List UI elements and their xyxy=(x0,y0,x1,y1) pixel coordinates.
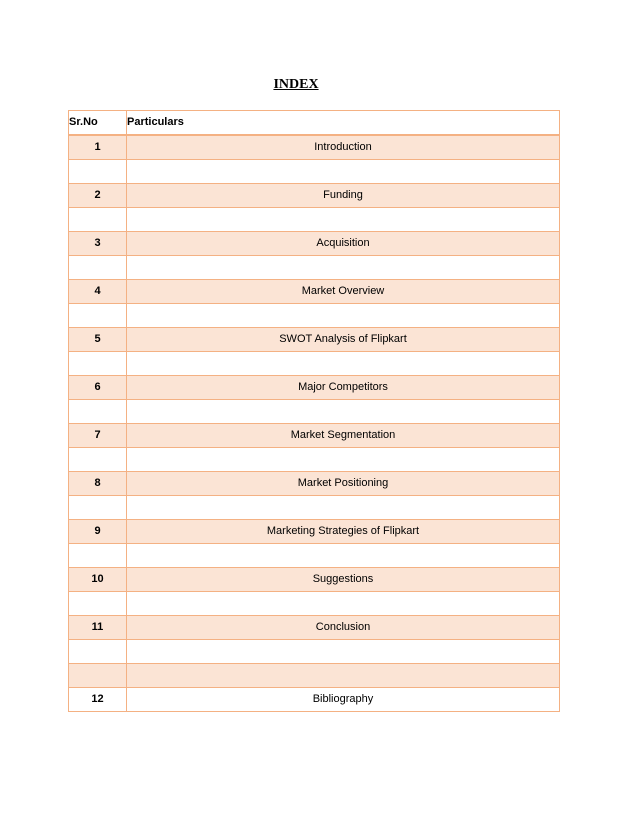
sr-no-cell: 2 xyxy=(69,184,127,208)
table-row xyxy=(69,135,560,160)
table-row xyxy=(69,472,560,496)
sr-no-cell: 9 xyxy=(69,520,127,544)
index-table xyxy=(68,110,560,712)
particulars-cell xyxy=(127,664,560,688)
table-row xyxy=(69,664,560,688)
table-row xyxy=(69,616,560,640)
table-row xyxy=(69,568,560,592)
sr-no-cell: 6 xyxy=(69,376,127,400)
table-row xyxy=(69,256,560,280)
table-row xyxy=(69,640,560,664)
table-row xyxy=(69,304,560,328)
particulars-cell xyxy=(127,640,560,664)
sr-no-cell: 8 xyxy=(69,472,127,496)
table-row xyxy=(69,280,560,304)
table-row xyxy=(69,544,560,568)
particulars-cell: Market Overview xyxy=(127,280,560,304)
sr-no-cell xyxy=(69,544,127,568)
particulars-cell xyxy=(127,400,560,424)
table-row xyxy=(69,400,560,424)
particulars-cell: Acquisition xyxy=(127,232,560,256)
particulars-cell: Suggestions xyxy=(127,568,560,592)
particulars-cell xyxy=(127,256,560,280)
particulars-cell: Conclusion xyxy=(127,616,560,640)
particulars-cell xyxy=(127,544,560,568)
particulars-cell: SWOT Analysis of Flipkart xyxy=(127,328,560,352)
table-row xyxy=(69,328,560,352)
particulars-cell xyxy=(127,304,560,328)
particulars-cell: Market Segmentation xyxy=(127,424,560,448)
table-row xyxy=(69,688,560,712)
sr-no-cell: 3 xyxy=(69,232,127,256)
sr-no-cell xyxy=(69,256,127,280)
sr-no-cell: 11 xyxy=(69,616,127,640)
table-body xyxy=(69,135,560,712)
table-row xyxy=(69,184,560,208)
particulars-cell: Marketing Strategies of Flipkart xyxy=(127,520,560,544)
particulars-cell xyxy=(127,160,560,184)
particulars-cell xyxy=(127,496,560,520)
sr-no-cell: 10 xyxy=(69,568,127,592)
particulars-cell xyxy=(127,448,560,472)
table-row xyxy=(69,592,560,616)
table-row xyxy=(69,448,560,472)
sr-no-cell xyxy=(69,400,127,424)
table-row xyxy=(69,520,560,544)
particulars-cell: Market Positioning xyxy=(127,472,560,496)
sr-no-cell xyxy=(69,592,127,616)
table-header-row xyxy=(69,111,560,136)
sr-no-cell: 4 xyxy=(69,280,127,304)
particulars-cell: Major Competitors xyxy=(127,376,560,400)
table-row xyxy=(69,424,560,448)
table-row xyxy=(69,232,560,256)
page-title: INDEX xyxy=(273,77,319,92)
particulars-cell: Funding xyxy=(127,184,560,208)
particulars-cell xyxy=(127,592,560,616)
sr-no-cell: 1 xyxy=(69,135,127,160)
sr-no-cell xyxy=(69,496,127,520)
sr-no-cell xyxy=(69,352,127,376)
sr-no-cell xyxy=(69,640,127,664)
sr-no-cell: 12 xyxy=(69,688,127,712)
table-row xyxy=(69,376,560,400)
table-row xyxy=(69,496,560,520)
header-sr-no: Sr.No xyxy=(69,111,127,136)
sr-no-cell xyxy=(69,160,127,184)
sr-no-cell xyxy=(69,208,127,232)
sr-no-cell: 5 xyxy=(69,328,127,352)
particulars-cell xyxy=(127,208,560,232)
particulars-cell: Introduction xyxy=(127,135,560,160)
sr-no-cell xyxy=(69,304,127,328)
table-row xyxy=(69,160,560,184)
particulars-cell: Bibliography xyxy=(127,688,560,712)
sr-no-cell xyxy=(69,448,127,472)
sr-no-cell xyxy=(69,664,127,688)
table-row xyxy=(69,208,560,232)
particulars-cell xyxy=(127,352,560,376)
table-row xyxy=(69,352,560,376)
sr-no-cell: 7 xyxy=(69,424,127,448)
header-particulars: Particulars xyxy=(127,111,560,136)
